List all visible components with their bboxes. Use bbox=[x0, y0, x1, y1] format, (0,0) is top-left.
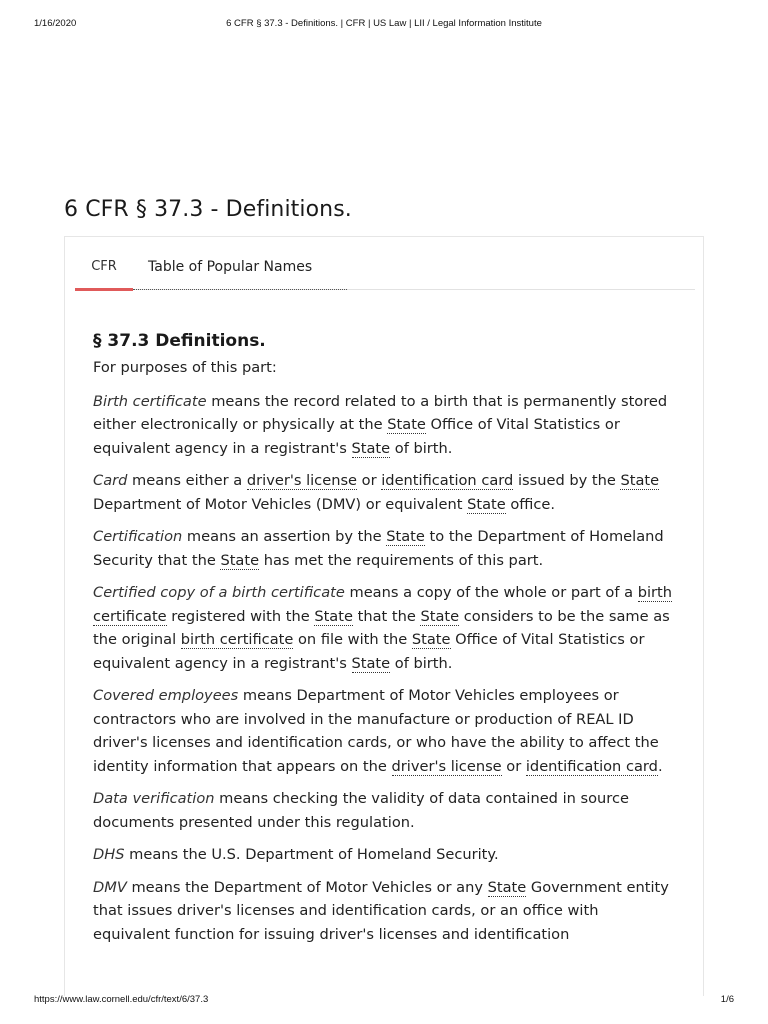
definition-text: that the bbox=[352, 607, 421, 625]
section-heading: § 37.3 Definitions. bbox=[93, 331, 266, 351]
definition-text: Office of Vital Statistics or equivalent agency in a registrant's bbox=[93, 631, 645, 672]
definition-text: means the Department of Motor Vehicles or any bbox=[126, 878, 488, 896]
definition-text: has met the requirements of this part. bbox=[259, 551, 544, 569]
definition-term: Birth certificate bbox=[93, 392, 207, 410]
defined-term-link[interactable]: State bbox=[351, 439, 391, 457]
defined-term-link[interactable]: State bbox=[420, 607, 460, 625]
defined-term-link[interactable]: State bbox=[314, 607, 353, 625]
defined-term-link[interactable]: birth certificate bbox=[180, 631, 294, 648]
defined-term-link[interactable]: State bbox=[620, 472, 660, 489]
definition-term: Card bbox=[93, 472, 128, 489]
definition-term: Covered employees bbox=[93, 687, 239, 704]
definitions-section bbox=[93, 330, 678, 955]
definition-text: means a copy of the whole or part of a bbox=[344, 584, 638, 601]
tab-bar bbox=[75, 257, 695, 290]
definition-paragraph bbox=[93, 843, 678, 867]
definition-term: Certified copy of a birth certificate bbox=[93, 584, 345, 601]
defined-term-link[interactable]: State bbox=[386, 528, 425, 545]
definitions-list bbox=[93, 390, 678, 947]
definition-text: office. bbox=[505, 495, 556, 513]
print-page-number: 1/6 bbox=[720, 994, 734, 1005]
tab-cfr-label: CFR bbox=[91, 259, 117, 274]
definition-text: Department of Motor Vehicles (DMV) or equivalent bbox=[93, 495, 468, 513]
definition-paragraph bbox=[93, 876, 678, 947]
definition-text: Office of Vital Statistics or equivalent agency in a registrant's bbox=[93, 416, 620, 457]
definition-text: on file with the bbox=[293, 631, 412, 648]
definition-text: means either a bbox=[127, 472, 247, 489]
definition-term: DHS bbox=[93, 846, 125, 863]
defined-term-link[interactable]: State bbox=[411, 631, 451, 648]
definition-term: DMV bbox=[93, 878, 127, 896]
content-panel bbox=[64, 236, 704, 996]
definition-paragraph bbox=[93, 787, 678, 834]
definition-text: means an assertion by the bbox=[182, 528, 387, 545]
tab-cfr[interactable] bbox=[75, 257, 133, 289]
section-intro: For purposes of this part: bbox=[93, 359, 277, 376]
definition-text: Government entity that issues driver's licenses and identification cards, or an office with equivalent function for issuing driver's licenses and identification bbox=[93, 878, 669, 943]
defined-term-link[interactable]: identification card bbox=[381, 472, 514, 489]
definition-paragraph bbox=[93, 525, 678, 572]
print-header bbox=[34, 18, 734, 32]
definition-text: of birth. bbox=[390, 654, 453, 672]
definition-term: Certification bbox=[93, 528, 183, 545]
definition-text: . bbox=[657, 757, 663, 775]
defined-term-link[interactable]: identification card bbox=[525, 757, 658, 775]
defined-term-link[interactable]: State bbox=[467, 495, 506, 513]
print-footer bbox=[34, 994, 734, 1008]
defined-term-link[interactable]: State bbox=[220, 551, 260, 569]
definition-paragraph bbox=[93, 469, 678, 516]
definition-text: of birth. bbox=[390, 439, 453, 457]
defined-term-link[interactable]: driver's license bbox=[391, 757, 502, 775]
definition-text: means the record related to a birth that is permanently stored either electronically or physically at the bbox=[93, 392, 668, 433]
definition-paragraph bbox=[93, 581, 678, 675]
definition-text: registered with the bbox=[166, 607, 315, 625]
defined-term-link[interactable]: driver's license bbox=[246, 472, 358, 489]
definition-text: or bbox=[501, 757, 526, 775]
definition-text: issued by the bbox=[513, 472, 621, 489]
print-url: https://www.law.cornell.edu/cfr/text/6/37.3 bbox=[34, 994, 209, 1005]
definition-text: to the Department of Homeland Security that the bbox=[93, 528, 664, 569]
defined-term-link[interactable]: birth certificate bbox=[93, 584, 672, 625]
page-title: 6 CFR § 37.3 - Definitions. bbox=[64, 197, 352, 222]
tab-underline bbox=[133, 289, 347, 290]
defined-term-link[interactable]: State bbox=[487, 878, 527, 896]
definition-paragraph bbox=[93, 684, 678, 778]
defined-term-link[interactable]: State bbox=[351, 654, 391, 672]
definition-text: means checking the validity of data contained in source documents presented under this regulation. bbox=[93, 790, 629, 831]
definition-paragraph bbox=[93, 390, 678, 461]
definition-text: considers to be the same as the original bbox=[93, 607, 670, 648]
definition-text: means the U.S. Department of Homeland Security. bbox=[124, 846, 499, 863]
definition-text: or bbox=[357, 472, 382, 489]
print-date: 1/16/2020 bbox=[34, 18, 77, 29]
definition-text: means Department of Motor Vehicles employees or contractors who are involved in the manufacture or production of REAL ID driver's licenses and identification cards, or who have the ability to affect the identity information that appears on the bbox=[93, 687, 659, 775]
defined-term-link[interactable]: State bbox=[387, 416, 426, 433]
tab-table-of-popular-names[interactable] bbox=[148, 257, 348, 289]
tab-popular-names-label: Table of Popular Names bbox=[148, 259, 313, 275]
print-page-title: 6 CFR § 37.3 - Definitions. | CFR | US Law | LII / Legal Information Institute bbox=[226, 18, 542, 29]
definition-term: Data verification bbox=[93, 790, 215, 807]
